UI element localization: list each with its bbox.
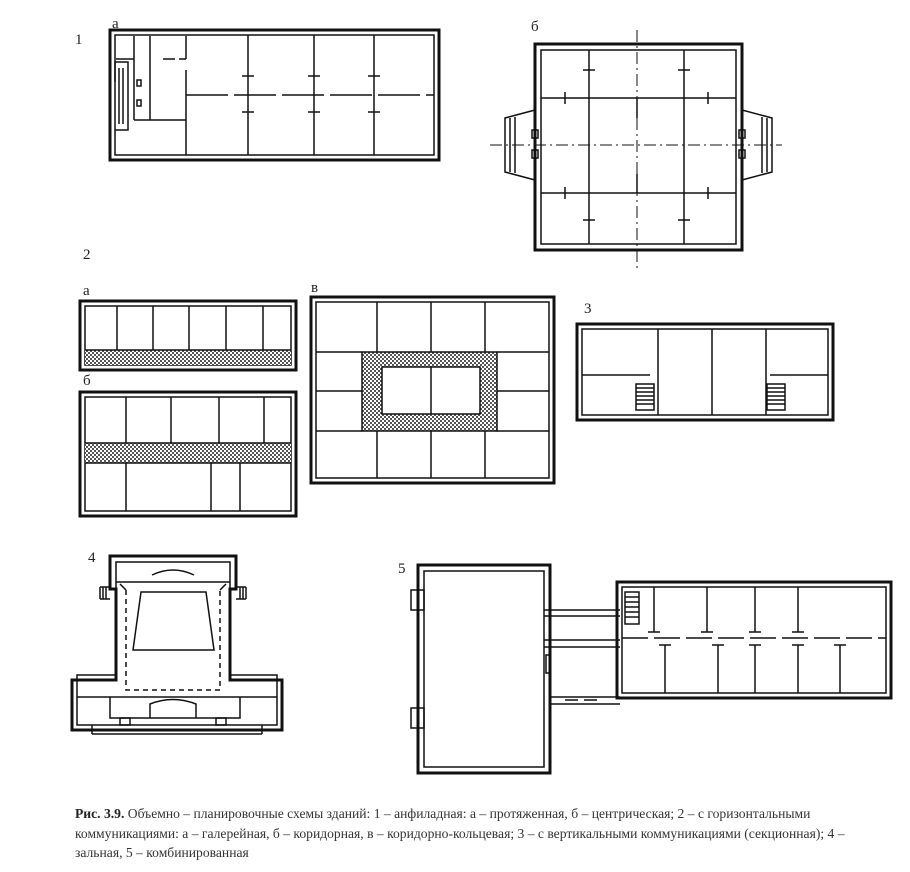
plan-5-combined [411,565,891,773]
scheme-1-label: 1 [75,32,83,48]
scheme-1b-label: б [531,19,539,35]
figure-caption-text: Объемно – планировочные схемы зданий: 1 – анфиладная: а – протяженная, б – центрическая; 2 – с горизонтальными коммуникациями: а – галерейная, б – коридорная, в – коридорно-кольцевая; 3 – с вертикальными коммуникациями (секционная); 4 – зальная, 5 – комбинированная [75,806,845,860]
scheme-5-label: 5 [398,561,406,577]
plan-2v-ring-corridor [311,297,554,483]
plan-3-sectional [577,324,833,420]
plan-2b-corridor [80,392,296,516]
figure-caption [75,804,875,863]
scheme-2a-label: а [83,283,90,299]
scheme-3-label: 3 [584,301,592,317]
figure-number: Рис. 3.9. [75,806,125,821]
scheme-2-label: 2 [83,247,91,263]
plan-1a-enfilade-extended [110,30,439,160]
scheme-2v-label: в [311,280,319,296]
plan-4-hall [72,556,560,734]
plan-2a-gallery [80,301,296,370]
plan-1b-enfilade-centric [490,30,782,272]
scheme-4-label: 4 [88,550,96,566]
scheme-2b-label: б [83,373,91,389]
scheme-1a-label: а [112,16,119,32]
